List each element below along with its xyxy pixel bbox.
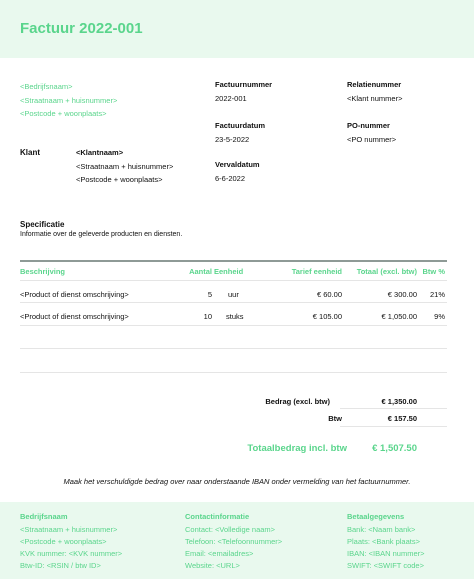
footer-contact-line: Website: <URL>	[185, 561, 240, 570]
footer-company-line: <Straatnaam + huisnummer>	[20, 525, 118, 534]
footer-bank-title: Betaalgegevens	[347, 512, 405, 521]
row-vat: 9%	[434, 312, 445, 321]
row-unit-rate: € 105.00	[312, 312, 342, 321]
footer-bank-line: Bank: <Naam bank>	[347, 525, 416, 534]
totals-rule	[340, 426, 447, 427]
table-top-rule	[20, 260, 447, 262]
row-quantity: 5	[207, 290, 212, 299]
vat-label: Btw	[328, 414, 342, 423]
row-total: € 300.00	[387, 290, 417, 299]
invoice-date-label: Factuurdatum	[215, 121, 266, 130]
row-unit-rate: € 60.00	[316, 290, 342, 299]
footer-contact-line: Email: <emailadres>	[185, 549, 254, 558]
footer-bank-line: Plaats: <Bank plaats>	[347, 537, 420, 546]
table-rule	[20, 325, 447, 326]
total-value: € 1,507.50	[372, 443, 417, 454]
invoice-number-label: Factuurnummer	[215, 80, 273, 89]
col-quantity: Aantal	[189, 267, 212, 276]
client-label: Klant	[20, 148, 40, 157]
invoice-date: 23-5-2022	[215, 135, 250, 144]
client-name: <Klantnaam>	[76, 148, 124, 157]
specification-title: Specificatie	[20, 220, 65, 229]
due-date: 6-6-2022	[215, 174, 246, 183]
invoice-number: 2022-001	[215, 94, 247, 103]
sender-street: <Straatnaam + huisnummer>	[20, 96, 118, 105]
invoice-title: Factuur 2022-001	[20, 20, 143, 37]
sender-company: <Bedrijfsnaam>	[20, 82, 73, 91]
payment-note: Maak het verschuldigde bedrag over naar onderstaande IBAN onder vermelding van het factuurnummer.	[63, 477, 411, 486]
totals-rule	[340, 408, 447, 409]
footer-company-line: KVK nummer: <KVK nummer>	[20, 549, 123, 558]
total-label: Totaalbedrag incl. btw	[247, 443, 347, 454]
row-quantity: 10	[203, 312, 212, 321]
table-rule	[20, 348, 447, 349]
row-description: <Product of dienst omschrijving>	[20, 312, 129, 321]
footer-contact-title: Contactinformatie	[185, 512, 250, 521]
client-street: <Straatnaam + huisnummer>	[76, 162, 174, 171]
vat-value: € 157.50	[387, 414, 417, 423]
table-rule	[20, 372, 447, 373]
footer-company-line: Btw-ID: <RSIN / btw ID>	[20, 561, 101, 570]
col-vat: Btw %	[422, 267, 445, 276]
col-unit-rate: Tarief eenheid	[291, 267, 342, 276]
relation-number: <Klant nummer>	[347, 94, 403, 103]
table-rule	[20, 302, 447, 303]
table-rule	[20, 280, 447, 281]
row-unit: stuks	[226, 312, 244, 321]
footer-bank-line: IBAN: <IBAN nummer>	[347, 549, 425, 558]
relation-number-label: Relatienummer	[347, 80, 402, 89]
row-vat: 21%	[429, 290, 445, 299]
client-postcode: <Postcode + woonplaats>	[76, 175, 163, 184]
row-total: € 1,050.00	[381, 312, 417, 321]
footer-company-line: <Postcode + woonplaats>	[20, 537, 107, 546]
po-label: PO-nummer	[347, 121, 390, 130]
po-number: <PO nummer>	[347, 135, 397, 144]
footer-contact-line: Telefoon: <Telefoonnummer>	[185, 537, 283, 546]
col-unit: Eenheid	[214, 267, 244, 276]
subtotal-value: € 1,350.00	[381, 397, 417, 406]
footer-company-title: Bedrijfsnaam	[20, 512, 68, 521]
specification-subtitle: Informatie over de geleverde producten en diensten.	[20, 231, 183, 238]
row-unit: uur	[228, 290, 239, 299]
subtotal-label: Bedrag (excl. btw)	[265, 397, 330, 406]
col-description: Beschrijving	[20, 267, 66, 276]
footer-bank-line: SWIFT: <SWIFT code>	[347, 561, 424, 570]
col-total-excl: Totaal (excl. btw)	[356, 267, 417, 276]
sender-postcode: <Postcode + woonplaats>	[20, 109, 107, 118]
due-date-label: Vervaldatum	[215, 160, 260, 169]
row-description: <Product of dienst omschrijving>	[20, 290, 129, 299]
footer-contact-line: Contact: <Volledige naam>	[185, 525, 276, 534]
